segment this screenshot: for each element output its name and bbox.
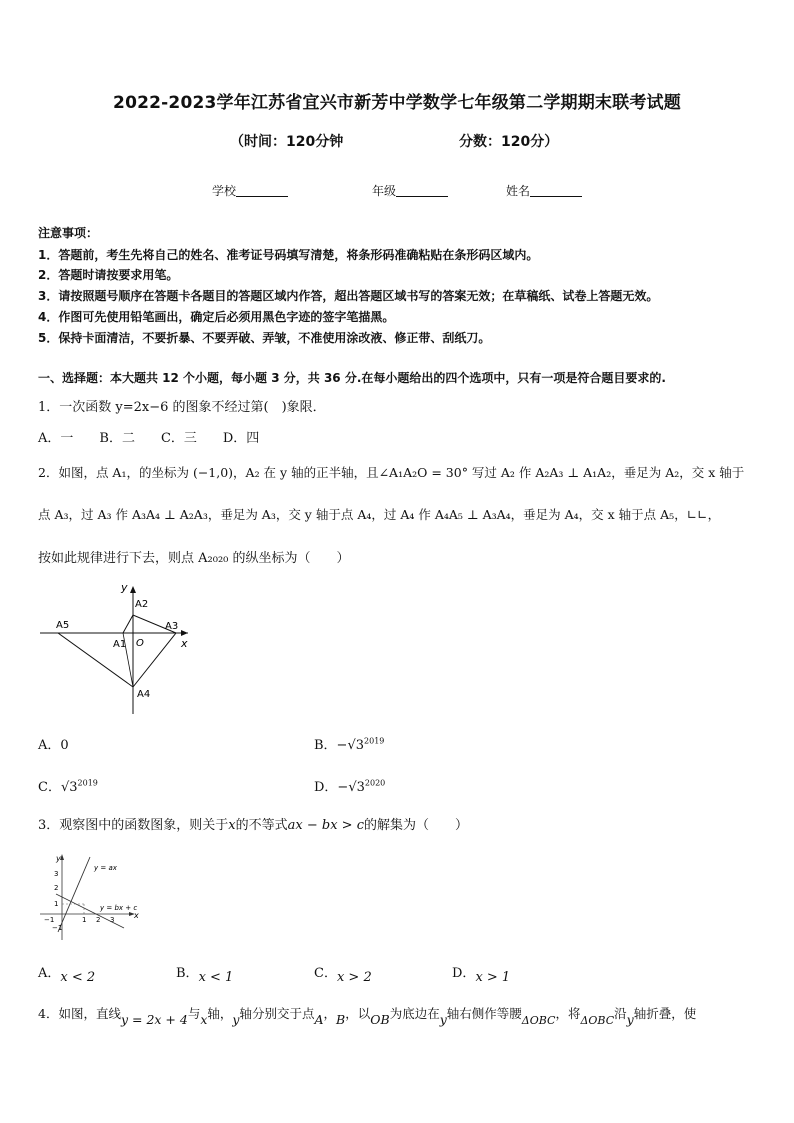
notice-item-3: 3．请按照题号顺序在答题卡各题目的答题区域内作答，超出答题区域书写的答案无效；在草稿纸、试卷上答题无效。 — [38, 289, 659, 303]
q3-tick-xm1: −1 — [44, 916, 55, 924]
q4-A: A — [314, 1012, 324, 1027]
q2-y-label: y — [121, 581, 128, 594]
school-blank[interactable] — [236, 184, 288, 197]
q3-stem — [38, 814, 468, 833]
q4-tri: ΔOBC — [521, 1014, 556, 1027]
name-label: 姓名 — [506, 184, 531, 198]
q2-figure — [38, 580, 198, 720]
q4-e: ， — [323, 1006, 337, 1021]
q3-option-d-letter: D． — [452, 966, 476, 981]
q2-origin-label: O — [136, 638, 144, 649]
q3-stem-a: 3．观察图中的函数图象，则关于 — [38, 818, 229, 833]
q1-options: A．一 B．二 C．三 D．四 — [38, 431, 260, 446]
q1-stem: 1．一次函数 y=2x−6 的图象不经过第( )象限． — [38, 400, 326, 415]
q4-j: 沿 — [614, 1006, 627, 1021]
notice-item-1: 1．答题前，考生先将自己的姓名、准考证号码填写清楚，将条形码准确粘贴在条形码区域内。 — [38, 248, 539, 262]
q4-g: 为底边在 — [389, 1006, 440, 1021]
q2-line1: 2．如图，点 A₁，的坐标为 (−1,0)，A₂ 在 y 轴的正半轴，且∠A₁A₂O = 30° 写过 A₂ 作 A₂A₃ ⊥ A₁A₂，垂足为 A₂，交 x 轴于 — [38, 465, 745, 480]
q3-option-a[interactable] — [38, 962, 96, 985]
grade-label: 年级 — [372, 184, 397, 198]
q2-option-b-exp: 2019 — [364, 736, 385, 746]
q2-line3: 按如此规律进行下去，则点 A₂₀₂₀ 的纵坐标为（ ） — [38, 551, 350, 566]
q2-option-d-prefix: D．− — [314, 780, 349, 795]
q4-c: 轴， — [207, 1006, 233, 1021]
school-field[interactable] — [212, 182, 288, 199]
q3-option-d-text: x > 1 — [475, 970, 511, 985]
q3-y-label: y — [56, 854, 61, 863]
exam-time: （时间：120分钟 — [230, 134, 344, 150]
q3-tick-y2: 2 — [54, 884, 59, 892]
q3-stem-ineq: ax − bx > c — [287, 818, 364, 833]
name-blank[interactable] — [530, 184, 582, 197]
q2-a3-label: A3 — [165, 621, 179, 632]
q4-y: y — [232, 1012, 240, 1027]
q2-option-d-base: √3 — [348, 780, 365, 795]
q3-stem-c: 的解集为（ ） — [363, 818, 468, 833]
q4-y3: y — [626, 1012, 634, 1027]
q4-a: 4．如图，直线 — [38, 1006, 121, 1021]
q2-a2-label: A2 — [135, 599, 149, 610]
q2-line2: 点 A₃，过 A₃ 作 A₃A₄ ⊥ A₂A₃，垂足为 A₃，交 y 轴于点 A₄，过 A₄ 作 A₄A₅ ⊥ A₃A₄，垂足为 A₄，交 x 轴于点 A₅，∟∟， — [38, 507, 721, 522]
q4-tri2: ΔOBC — [580, 1014, 615, 1027]
q3-option-b-letter: B． — [176, 966, 199, 981]
q2-option-b-base: √3 — [347, 738, 365, 753]
page-title: 2022-2023学年江苏省宜兴市新芳中学数学七年级第二学期期末联考试题 — [113, 93, 681, 113]
q3-figure — [38, 852, 148, 944]
q3-label-ax: y = ax — [94, 864, 117, 872]
q2-a4-label: A4 — [137, 689, 151, 700]
q2-a1-label: A1 — [113, 639, 127, 650]
q2-option-c-prefix: C． — [38, 780, 61, 795]
school-label: 学校 — [212, 184, 237, 198]
q3-option-a-letter: A． — [38, 966, 61, 981]
q3-stem-x: x — [228, 818, 236, 833]
name-field[interactable] — [506, 182, 582, 199]
q3-label-bxc: y = bx + c — [100, 904, 138, 912]
q4-d: 轴分别交于点 — [239, 1006, 315, 1021]
q2-option-d[interactable] — [314, 776, 385, 795]
notice-item-5: 5．保持卡面清洁，不要折暴、不要弄破、弄皱，不准使用涂改液、修正带、刮纸刀。 — [38, 331, 491, 345]
q3-option-b[interactable] — [176, 962, 234, 985]
q2-option-d-exp: 2020 — [364, 778, 386, 788]
q3-tick-ym1: −1 — [52, 924, 63, 932]
grade-blank[interactable] — [396, 184, 448, 197]
q2-spiral-path — [58, 615, 179, 687]
q4-B: B — [336, 1012, 346, 1027]
q4-k: 轴折叠，使 — [633, 1006, 697, 1021]
q2-option-a[interactable]: A．0 — [38, 738, 69, 753]
q4-eq: y = 2x + 4 — [120, 1012, 188, 1027]
q3-tick-y3: 3 — [54, 870, 59, 878]
q3-option-c[interactable] — [314, 962, 372, 985]
q2-option-b[interactable] — [314, 734, 384, 753]
q4-OB: OB — [370, 1012, 390, 1027]
q4-stem — [38, 1004, 697, 1027]
q2-option-b-prefix: B．− — [314, 738, 348, 753]
q3-option-c-letter: C． — [314, 966, 337, 981]
q2-option-c-base: √3 — [60, 780, 78, 795]
q2-x-label: x — [181, 637, 188, 650]
q3-tick-x1: 1 — [82, 916, 87, 924]
q4-b: 与 — [187, 1006, 201, 1021]
q3-option-b-text: x < 1 — [198, 970, 234, 985]
q3-tick-y1: 1 — [54, 900, 59, 908]
q2-y-arrow — [130, 586, 136, 593]
q3-tick-x2: 2 — [96, 916, 101, 924]
q3-stem-b: 的不等式 — [235, 818, 288, 833]
q3-option-a-text: x < 2 — [60, 970, 96, 985]
q3-x-label: x — [134, 911, 139, 920]
q2-a5-label: A5 — [56, 620, 70, 631]
q2-option-c[interactable] — [38, 776, 98, 795]
q4-f: ，以 — [345, 1006, 371, 1021]
q4-y2: y — [439, 1012, 447, 1027]
exam-score: 分数：120分） — [459, 134, 559, 150]
q4-i: ，将 — [555, 1006, 581, 1021]
notice-item-4: 4．作图可先使用铅笔画出，确定后必须用黑色字迹的签字笔描黑。 — [38, 310, 395, 324]
q3-tick-x3: 3 — [110, 916, 115, 924]
q2-option-c-exp: 2019 — [77, 778, 98, 788]
q4-x: x — [200, 1012, 208, 1027]
q2-x-arrow — [181, 630, 188, 636]
q3-option-c-text: x > 2 — [336, 970, 372, 985]
notice-item-2: 2．答题时请按要求用笔。 — [38, 268, 179, 282]
grade-field[interactable] — [372, 182, 448, 199]
q4-h: 轴右侧作等腰 — [446, 1006, 522, 1021]
q3-option-d[interactable] — [452, 962, 511, 985]
notice-heading: 注意事项： — [38, 226, 99, 240]
section-heading: 一、选择题：本大题共 12 个小题，每小题 3 分，共 36 分.在每小题给出的四个选项中，只有一项是符合题目要求的. — [38, 371, 666, 385]
